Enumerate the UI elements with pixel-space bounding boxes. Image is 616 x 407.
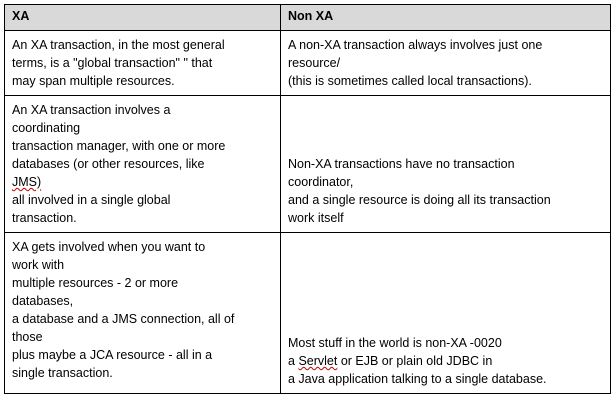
xa-comparison-table [4,4,611,394]
cell-line [288,352,604,370]
cell-xa-usage [5,233,281,394]
cell-line: A non-XA transaction always involves just one [288,38,543,52]
table-row [5,96,611,233]
cell-line: JMS) [12,175,42,189]
cell-line: Non-XA transactions have no transaction [288,157,515,171]
cell-line: a database and a JMS connection, all of [12,312,235,326]
cell-line: XA gets involved when you want to [12,240,206,254]
cell-line: coordinating [12,121,81,135]
cell-line: multiple resources - 2 or more [12,276,179,290]
cell-line: those [12,330,43,344]
cell-line: databases (or other resources, like [12,157,205,171]
cell-nonxa-usage [281,233,611,394]
cell-line: An XA transaction involves a [12,103,171,117]
table-body [5,31,611,394]
cell-line: plus maybe a JCA resource - all in a [12,348,213,362]
cell-line: single transaction. [12,366,113,380]
column-header-nonxa: Non XA [281,5,611,31]
cell-line: transaction. [12,211,77,225]
cell-nonxa-coordinator [281,96,611,233]
cell-line: databases, [12,294,74,308]
cell-line: work with [12,258,65,272]
cell-nonxa-definition [281,31,611,96]
cell-line: a Java application talking to a single database. [288,372,547,386]
cell-line: terms, is a "global transaction" " that [12,56,213,70]
cell-line: transaction manager, with one or more [12,139,226,153]
servlet-term: Servlet [298,354,338,368]
table-row [5,233,611,394]
cell-line: (this is sometimes called local transactions). [288,74,532,88]
cell-line: all involved in a single global [12,193,171,207]
cell-line: may span multiple resources. [12,74,175,88]
cell-line: An XA transaction, in the most general [12,38,225,52]
cell-xa-coordinator [5,96,281,233]
table-header [5,5,611,31]
table-row [5,31,611,96]
cell-line: coordinator, [288,175,354,189]
cell-line: and a single resource is doing all its transaction [288,193,551,207]
cell-line-suffix: or EJB or plain old JDBC in [337,354,493,368]
cell-line: work itself [288,211,344,225]
cell-line-prefix: a [288,354,299,368]
cell-line: Most stuff in the world is non-XA -0020 [288,336,502,350]
column-header-xa: XA [5,5,281,31]
cell-xa-definition [5,31,281,96]
table-header-row [5,5,611,31]
cell-line: resource/ [288,56,341,70]
